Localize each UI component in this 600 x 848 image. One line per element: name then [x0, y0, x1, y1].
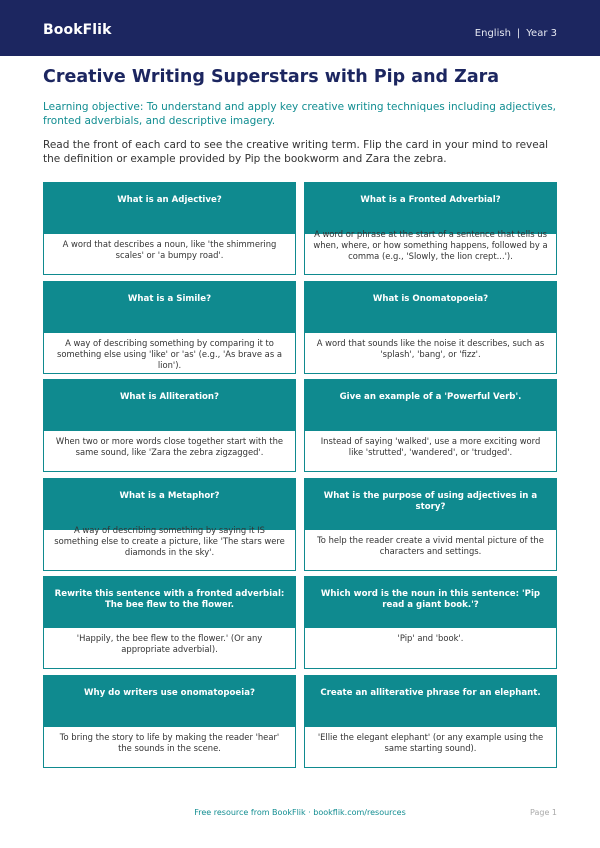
learning-objective: Learning objective: To understand and apply key creative writing techniques including adjectives, fronted adverbials, and descriptive imagery. [43, 101, 557, 127]
page-number: Page 1 [530, 808, 557, 817]
flashcard[interactable] [43, 675, 296, 768]
flashcard[interactable] [43, 182, 296, 275]
year-label: Year 3 [526, 28, 557, 39]
card-front: Rewrite this sentence with a fronted adverbial: The bee flew to the flower. [44, 577, 295, 628]
flashcard[interactable] [304, 182, 557, 275]
card-front: What is a Metaphor? [44, 479, 295, 530]
flashcard[interactable] [304, 281, 557, 374]
card-front: Why do writers use onomatopoeia? [44, 676, 295, 727]
card-back: A way of describing something by saying it IS something else to create a picture, like 'The stars were diamonds in the sky'. [54, 525, 285, 557]
card-back: 'Happily, the bee flew to the flower.' (Or any appropriate adverbial). [76, 633, 263, 654]
header-meta [475, 28, 557, 39]
flashcard[interactable] [304, 379, 557, 472]
flashcard[interactable] [43, 576, 296, 669]
intro-text: Read the front of each card to see the creative writing term. Flip the card in your mind to reveal the definition or example provided by Pip the bookworm and Zara the zebra. [43, 139, 549, 165]
brand-logo[interactable]: BookFlik [43, 22, 112, 38]
card-front: Which word is the noun in this sentence: 'Pip read a giant book.'? [305, 577, 556, 628]
flashcard[interactable] [43, 478, 296, 571]
card-back: A word or phrase at the start of a sentence that tells us when, where, or how something happens, followed by a comma (e.g., 'Slowly, the lion crept...'). [313, 229, 548, 261]
subject-label: English [474, 28, 511, 39]
page-title: Creative Writing Superstars with Pip and Zara [43, 67, 500, 87]
flashcard[interactable] [304, 675, 557, 768]
card-back: Instead of saying 'walked', use a more exciting word like 'strutted', 'wandered', or 'trudged'. [320, 436, 541, 457]
card-back: A word that describes a noun, like 'the shimmering scales' or 'a bumpy road'. [62, 239, 277, 260]
page-header [0, 0, 600, 56]
flashcard[interactable] [304, 478, 557, 571]
card-front: What is Alliteration? [44, 380, 295, 431]
card-back: A way of describing something by comparing it to something else using 'like' or 'as' (e.g., 'As brave as a lion'). [57, 338, 282, 370]
card-back: When two or more words close together start with the same sound, like 'Zara the zebra zigzagged'. [55, 436, 284, 457]
flashcard[interactable] [304, 576, 557, 669]
card-front: Give an example of a 'Powerful Verb'. [305, 380, 556, 431]
card-front: What is an Adjective? [44, 183, 295, 234]
card-front: Create an alliterative phrase for an elephant. [305, 676, 556, 727]
card-back: A word that sounds like the noise it describes, such as 'splash', 'bang', or 'fizz'. [316, 338, 545, 359]
card-back: To help the reader create a vivid mental picture of the characters and settings. [317, 535, 544, 556]
card-back: 'Pip' and 'book'. [397, 633, 464, 643]
flashcard[interactable] [43, 281, 296, 374]
footer-credit[interactable]: Free resource from BookFlik · bookflik.com/resources [194, 808, 406, 817]
card-front: What is a Simile? [44, 282, 295, 333]
meta-separator: | [516, 28, 521, 39]
card-front: What is Onomatopoeia? [305, 282, 556, 333]
card-back: 'Ellie the elegant elephant' (or any example using the same starting sound). [317, 732, 544, 753]
card-front: What is a Fronted Adverbial? [305, 183, 556, 234]
flashcard[interactable] [43, 379, 296, 472]
card-front: What is the purpose of using adjectives in a story? [305, 479, 556, 530]
card-back: To bring the story to life by making the reader 'hear' the sounds in the scene. [59, 732, 280, 753]
